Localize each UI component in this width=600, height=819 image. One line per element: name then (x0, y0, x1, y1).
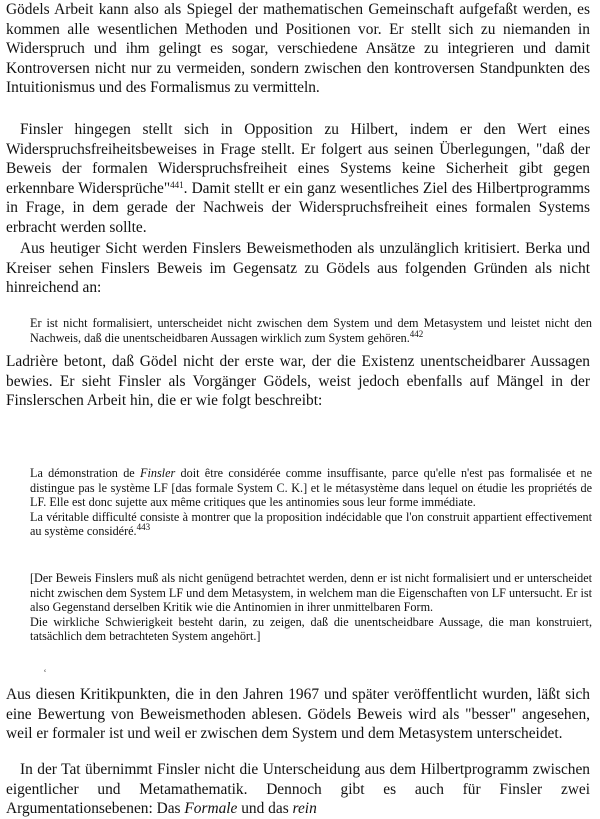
paragraph-emphasis: Formale (184, 800, 238, 818)
paragraph-kritikpunkte (6, 685, 590, 744)
paragraph-finsler-opposition (6, 120, 590, 238)
paragraph-text: Aus heutiger Sicht werden Finslers Beweismethoden als unzulänglich kritisiert. Berka und Kreiser sehen Finslers Beweis im Gegensatz zu Gödels aus folgenden Gründen als nicht hinreichend an: (6, 240, 590, 297)
quote-text: [Der Beweis Finslers muß als nicht genügend betrachtet werden, denn er ist nicht formalisiert und er unterscheidet nicht zwischen dem System LF und dem Metasystem, in welchem man die Eigenschaften von LF untersucht. Er ist also Gegenstand derselben Kritik wie die Antinomien in ihrer unmittelbaren Form. (30, 571, 592, 615)
paragraph-text: Finsler hingegen stellt sich in Opposition zu Hilbert, indem er den Wert eines Widerspruchsfreiheitsbeweises in Frage stellt. Er folgert aus seinen Überlegungen, "daß der Beweis der formalen Widerspruchsfreiheit eines Systems keine Sicherheit gibt gegen erkennbare Widersprüche" (6, 121, 590, 197)
blockquote-berka-kreiser (30, 316, 592, 345)
paragraph-text: In der Tat übernimmt Finsler nicht die Unterscheidung aus dem Hilbertprogramm zwischen eigentlicher und Metamathematik. Dennoch gibt es auch für Finsler zwei Argumentationsebenen: Das (6, 761, 590, 818)
paragraph-heutige-sicht (6, 239, 590, 298)
stray-mark: ʿ (43, 667, 47, 681)
quote-text: Die wirkliche Schwierigkeit besteht darin, zu zeigen, daß die unentscheidbare Aussage, die man konstruiert, tatsächlich dem betrachteten System angehört.] (30, 614, 592, 644)
footnote-ref: 442 (409, 328, 424, 339)
blockquote-french (30, 466, 592, 539)
paragraph-goedel-mirror (6, 0, 590, 98)
quote-text: Er ist nicht formalisiert, unterscheidet nicht zwischen dem System und dem Metasystem und leistet nicht den Nachweis, daß die unentscheidbaren Aussagen wirklich zum System gehören. (30, 316, 592, 345)
quote-emphasis: Finsler (140, 466, 176, 480)
paragraph-text: und das (237, 800, 293, 818)
blockquote-german-translation (30, 571, 592, 644)
quote-text: doit être considérée comme insuffisante, parce qu'elle n'est pas formalisée et ne distingue pas le système LF [das formale System C. K.] et le métasystème dans lequel on étudie les propriétés de LF. Elle est donc sujette aux même critiques que les antinomies sous leur forme immédiate. (30, 466, 592, 510)
footnote-ref: 443 (136, 522, 151, 533)
quote-text: La démonstration de (30, 466, 141, 480)
paragraph-text: Aus diesen Kritikpunkten, die in den Jahren 1967 und später veröffentlicht wurden, läßt sich eine Bewertung von Beweismethoden ablesen. Gödels Beweis wird als "besser" angesehen, weil er formaler ist und weil er zwischen dem System und dem Metasystem unterscheidet. (6, 686, 590, 743)
paragraph-in-der-tat (6, 760, 590, 819)
quote-text: La véritable difficulté consiste à montrer que la proposition indécidable que l'on construit appartient effectivement au système considéré. (30, 509, 592, 539)
paragraph-ladriere (6, 352, 590, 411)
paragraph-text: Ladrière betont, daß Gödel nicht der erste war, der die Existenz unentscheidbarer Aussagen bewies. Er sieht Finsler als Vorgänger Gödels, weist jedoch ebenfalls auf Mängel in der Finslerschen Arbeit hin, die er wie folgt beschreibt: (6, 353, 590, 410)
paragraph-text-tail: . Damit stellt er ein ganz wesentliches Ziel des Hilbertprogramms in Frage, in dem gerade der Nachweis der Widerspruchsfreiheit eines formalen Systems erbracht werden sollte. (6, 179, 590, 236)
paragraph-text: Gödels Arbeit kann also als Spiegel der mathematischen Gemeinschaft aufgefaßt werden, es kommen alle wesentlichen Methoden und Positionen vor. Er stellt sich zu niemanden in Widerspruch und ihm gelingt es sogar, verschiedene Ansätze zu integrieren und damit Kontroversen nicht nur zu vermeiden, sondern zwischen den kontroversen Standpunkten des Intuitionismus und des Formalismus zu vermitteln. (6, 1, 590, 97)
footnote-ref: 441 (170, 179, 184, 190)
paragraph-emphasis: rein (292, 800, 317, 818)
